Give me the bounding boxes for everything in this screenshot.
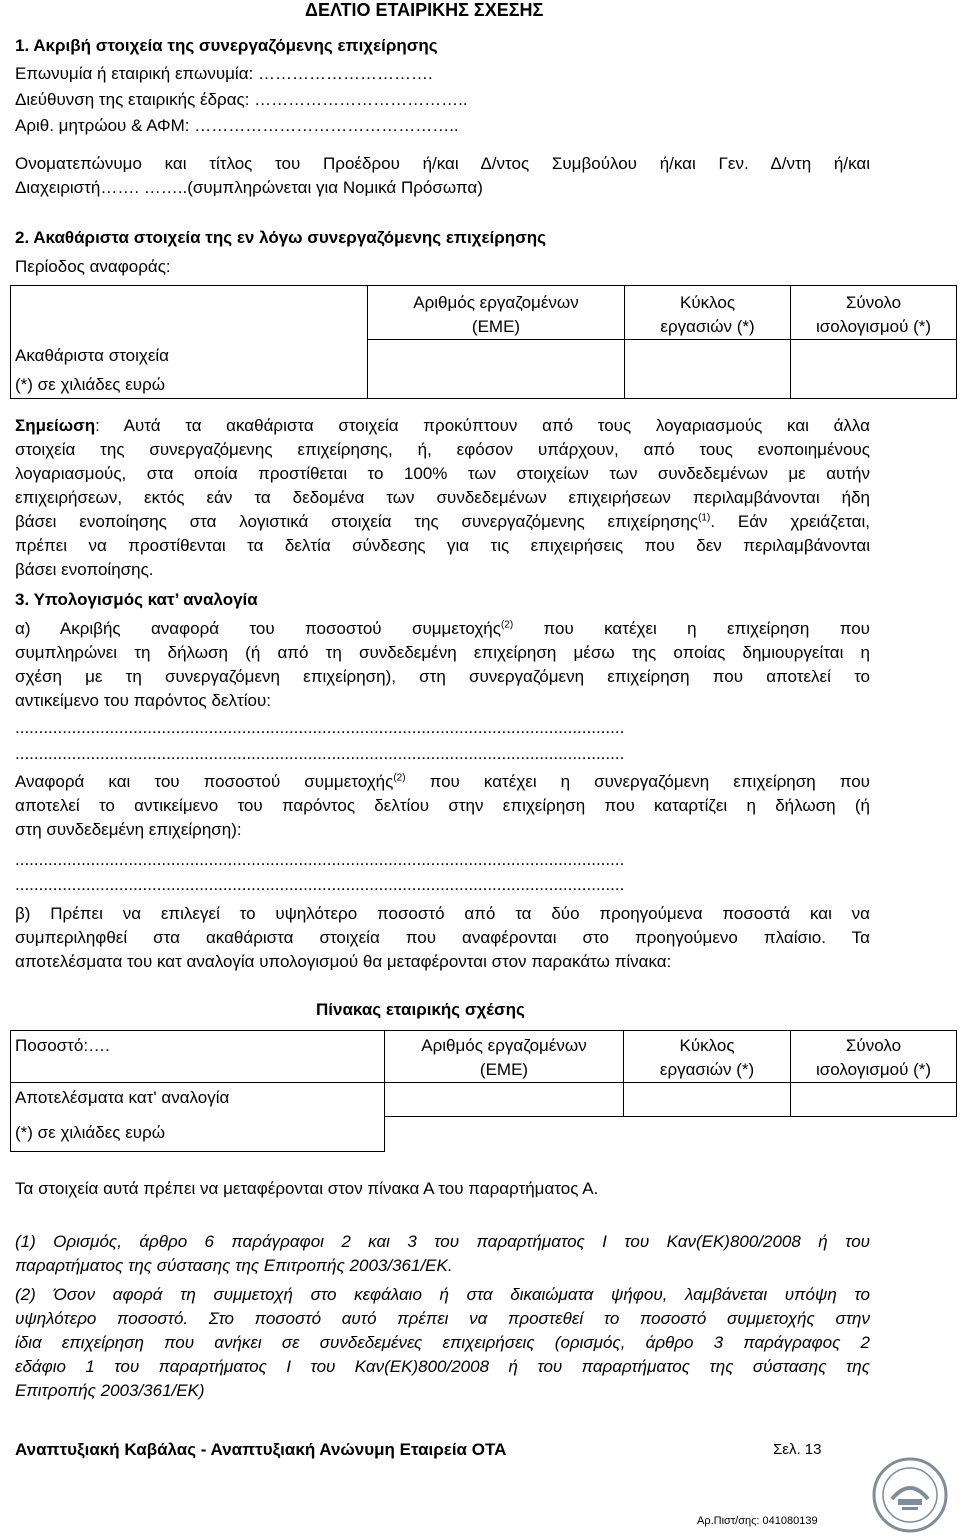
sec3-b-line-3: στη συνδεδεμένη επιχείρηση): [15,820,242,839]
table1-turnover-value [624,339,791,399]
sec3-c-line-2: συμπεριληφθεί στα ακαθάριστα στοιχεία που αναφέρονται στο προηγούμενο πλαίσιο. Τα [15,928,870,947]
sec3-a-line-4: αντικείμενο του παρόντος δελτίου: [15,691,271,710]
table2-note: (*) σε χιλιάδες ευρώ [15,1123,166,1142]
note-label: Σημείωση [15,416,96,435]
footnote-2-line-4: εδάφιο 1 του παραρτήματος Ι του Καν(ΕΚ)800/2008 ή του παραρτήματος της σύστασης της [15,1357,870,1376]
footnote-2-line-1: (2) Όσον αφορά τη συμμετοχή στο κεφάλαιο ή στα δικαιώματα ψήφου, λαμβάνεται υπόψη το [15,1285,870,1304]
table2-col3-line2: ισολογισμού (*) [815,1060,932,1079]
footnote-2-line-3: ίδια επιχείρηση που ανήκει σε συνδεδεμένες επιχειρήσεις (ορισμός, άρθρο 3 παράγραφος 2 [15,1333,870,1352]
sec3-b-line-1 [15,770,870,794]
table1-row-label: Ακαθάριστα στοιχεία [15,346,170,365]
note-text-5a: βάσει ενοποίησης στα λογιστικά στοιχεία της συνεργαζόμενης επιχείρησης [15,512,699,531]
registry-vat-field: Αριθ. μητρώου & ΑΦΜ: ……………………………………….. [15,116,459,135]
table1-col3-line1: Σύνολο [845,293,902,312]
footnote-1-line-1: (1) Ορισμός, άρθρο 6 παράγραφοι 2 και 3 του παραρτήματος Ι του Καν(ΕΚ)800/2008 ή του [15,1232,870,1251]
section1-heading: 1. Ακριβή στοιχεία της συνεργαζόμενης επιχείρησης [15,36,438,55]
note-line-6: πρέπει να προστίθενται τα δελτία σύνδεσης για τις επιχειρήσεις που δεν περιλαμβάνονται [15,536,870,555]
certification-seal-icon [870,1455,950,1535]
footer-organization: Αναπτυξιακή Καβάλας - Αναπτυξιακή Ανώνυμη Εταιρεία ΟΤΑ [15,1440,507,1459]
footnote-1-line-2: παραρτήματος της σύστασης της Επιτροπής 2003/361/ΕΚ. [15,1256,453,1275]
table2-col2-line2: εργασιών (*) [659,1060,755,1079]
table1-employees-value [367,339,625,399]
note-line-2: στοιχεία της συνεργαζόμενης επιχείρησης, ή, εφόσον υπάρχουν, από τους ενοποιημένους [15,440,870,459]
sec3-b-line-2: αποτελεί το αντικείμενο του παρόντος δελτίου στην επιχείρηση που καταρτίζει η δήλωση (ή [15,796,870,815]
note-text-1: : Αυτά τα ακαθάριστα στοιχεία προκύπτουν από τους λογαριασμούς και άλλα [95,416,870,435]
sec3-a-text-1a: α) Ακριβής αναφορά του ποσοστού συμμετοχής [15,619,501,638]
table2-title: Πίνακας εταιρικής σχέσης [316,1000,525,1019]
table2-pct-label: Ποσοστό:…. [15,1036,110,1055]
sec3-a-line-3: σχέση με τη συνεργαζόμενη επιχείρηση), στη συνεργαζόμενη επιχείρηση που αποτελεί το [15,667,870,686]
dotted-line-1: ................................................................................................................................. [15,718,625,737]
note-line-4: επιχειρήσεων, εκτός εάν τα δεδομένα των συνδεδεμένων επιχειρήσεων περιλαμβάνονται ήδη [15,488,870,507]
company-address-field: Διεύθυνση της εταιρικής έδρας: ……………………………….. [15,90,468,109]
footnote-ref-1: (1) [698,512,711,524]
table2-employees-value [384,1082,624,1117]
dotted-line-2: ................................................................................................................................. [15,744,625,763]
table1-col1-line1: Αριθμός εργαζομένων [413,293,579,312]
footer-page-number: Σελ. 13 [773,1441,822,1458]
footnote-ref-2a: (2) [500,619,514,631]
note-line-5 [15,510,870,534]
table1-balance-value [790,339,957,399]
note-line-3: λογαριασμούς, στα οποία προστίθεται το 100% των στοιχείων των συνδεδεμένων με αυτήν [15,464,870,483]
footnote-2-line-2: υψηλότερο ποσοστό. Στο ποσοστό αυτό πρέπει να προστεθεί το ποσοστό συμμετοχής στην [15,1309,870,1328]
sec3-b-text-1b: που κατέχει η συνεργαζόμενη επιχείρηση που [429,772,870,791]
table2-balance-value [790,1082,957,1117]
footnote-ref-2b: (2) [393,772,406,784]
sec3-c-line-1: β) Πρέπει να επιλεγεί το υψηλότερο ποσοστό από τα δύο προηγούμενα ποσοστά και να [15,904,870,923]
sec3-a-line-2: συμπληρώνει τη δήλωση (ή από τη συνδεδεμένη επιχείρηση μέσω της οποίας δημιουργείται η [15,643,870,662]
table2-col1-line2: (ΕΜΕ) [479,1060,529,1079]
note-line-7: βάσει ενοποίησης. [15,560,154,579]
table2-col3-line1: Σύνολο [845,1036,902,1055]
dotted-line-4: ................................................................................................................................. [15,875,625,894]
note-text-5b: . Εάν χρειάζεται, [710,512,870,531]
table2-results-label: Αποτελέσματα κατ' αναλογία [15,1088,230,1107]
table1-col2-line1: Κύκλος [679,293,736,312]
table1-row-note: (*) σε χιλιάδες ευρώ [15,375,166,394]
manager-line: Διαχειριστή……. ……..(συμπληρώνεται για Νομικά Πρόσωπα) [15,178,483,197]
table1-col2-line2: εργασιών (*) [660,317,755,336]
transfer-note: Τα στοιχεία αυτά πρέπει να μεταφέρονται στον πίνακα Α του παραρτήματος Α. [15,1179,599,1198]
sec3-c-line-3: αποτελέσματα του κατ αναλογία υπολογισμού θα μεταφέρονται στον παρακάτω πίνακα: [15,952,672,971]
company-name-field: Επωνυμία ή εταιρική επωνυμία: …………………………. [15,64,433,83]
president-line: Ονοματεπώνυμο και τίτλος του Προέδρου ή/και Δ/ντος Συμβούλου ή/και Γεν. Δ/ντη ή/και [15,154,870,173]
section3-heading: 3. Υπολογισμός κατ’ αναλογία [15,590,258,609]
sec3-a-line-1 [15,617,870,641]
dotted-line-3: ................................................................................................................................. [15,850,625,869]
note-line-1 [15,414,870,438]
table1-col3-line2: ισολογισμού (*) [815,317,932,336]
sec3-a-text-1b: που κατέχει η επιχείρηση που [543,619,870,638]
table2-turnover-value [623,1082,791,1117]
table1-col1-line2: (ΕΜΕ) [471,317,521,336]
footnote-2-line-5: Επιτροπής 2003/361/ΕΚ) [15,1381,205,1400]
sec3-b-text-1a: Αναφορά και του ποσοστού συμμετοχής [15,772,394,791]
document-title: ΔΕΛΤΙΟ ΕΤΑΙΡΙΚΗΣ ΣΧΕΣΗΣ [305,0,544,20]
table2-col1-line1: Αριθμός εργαζομένων [421,1036,587,1055]
reference-period: Περίοδος αναφοράς: [15,257,171,276]
table2-col2-line1: Κύκλος [679,1036,735,1055]
certification-number: Αρ.Πιστ/σης: 041080139 [697,1515,818,1527]
section2-heading: 2. Ακαθάριστα στοιχεία της εν λόγω συνεργαζόμενης επιχείρησης [15,228,547,247]
